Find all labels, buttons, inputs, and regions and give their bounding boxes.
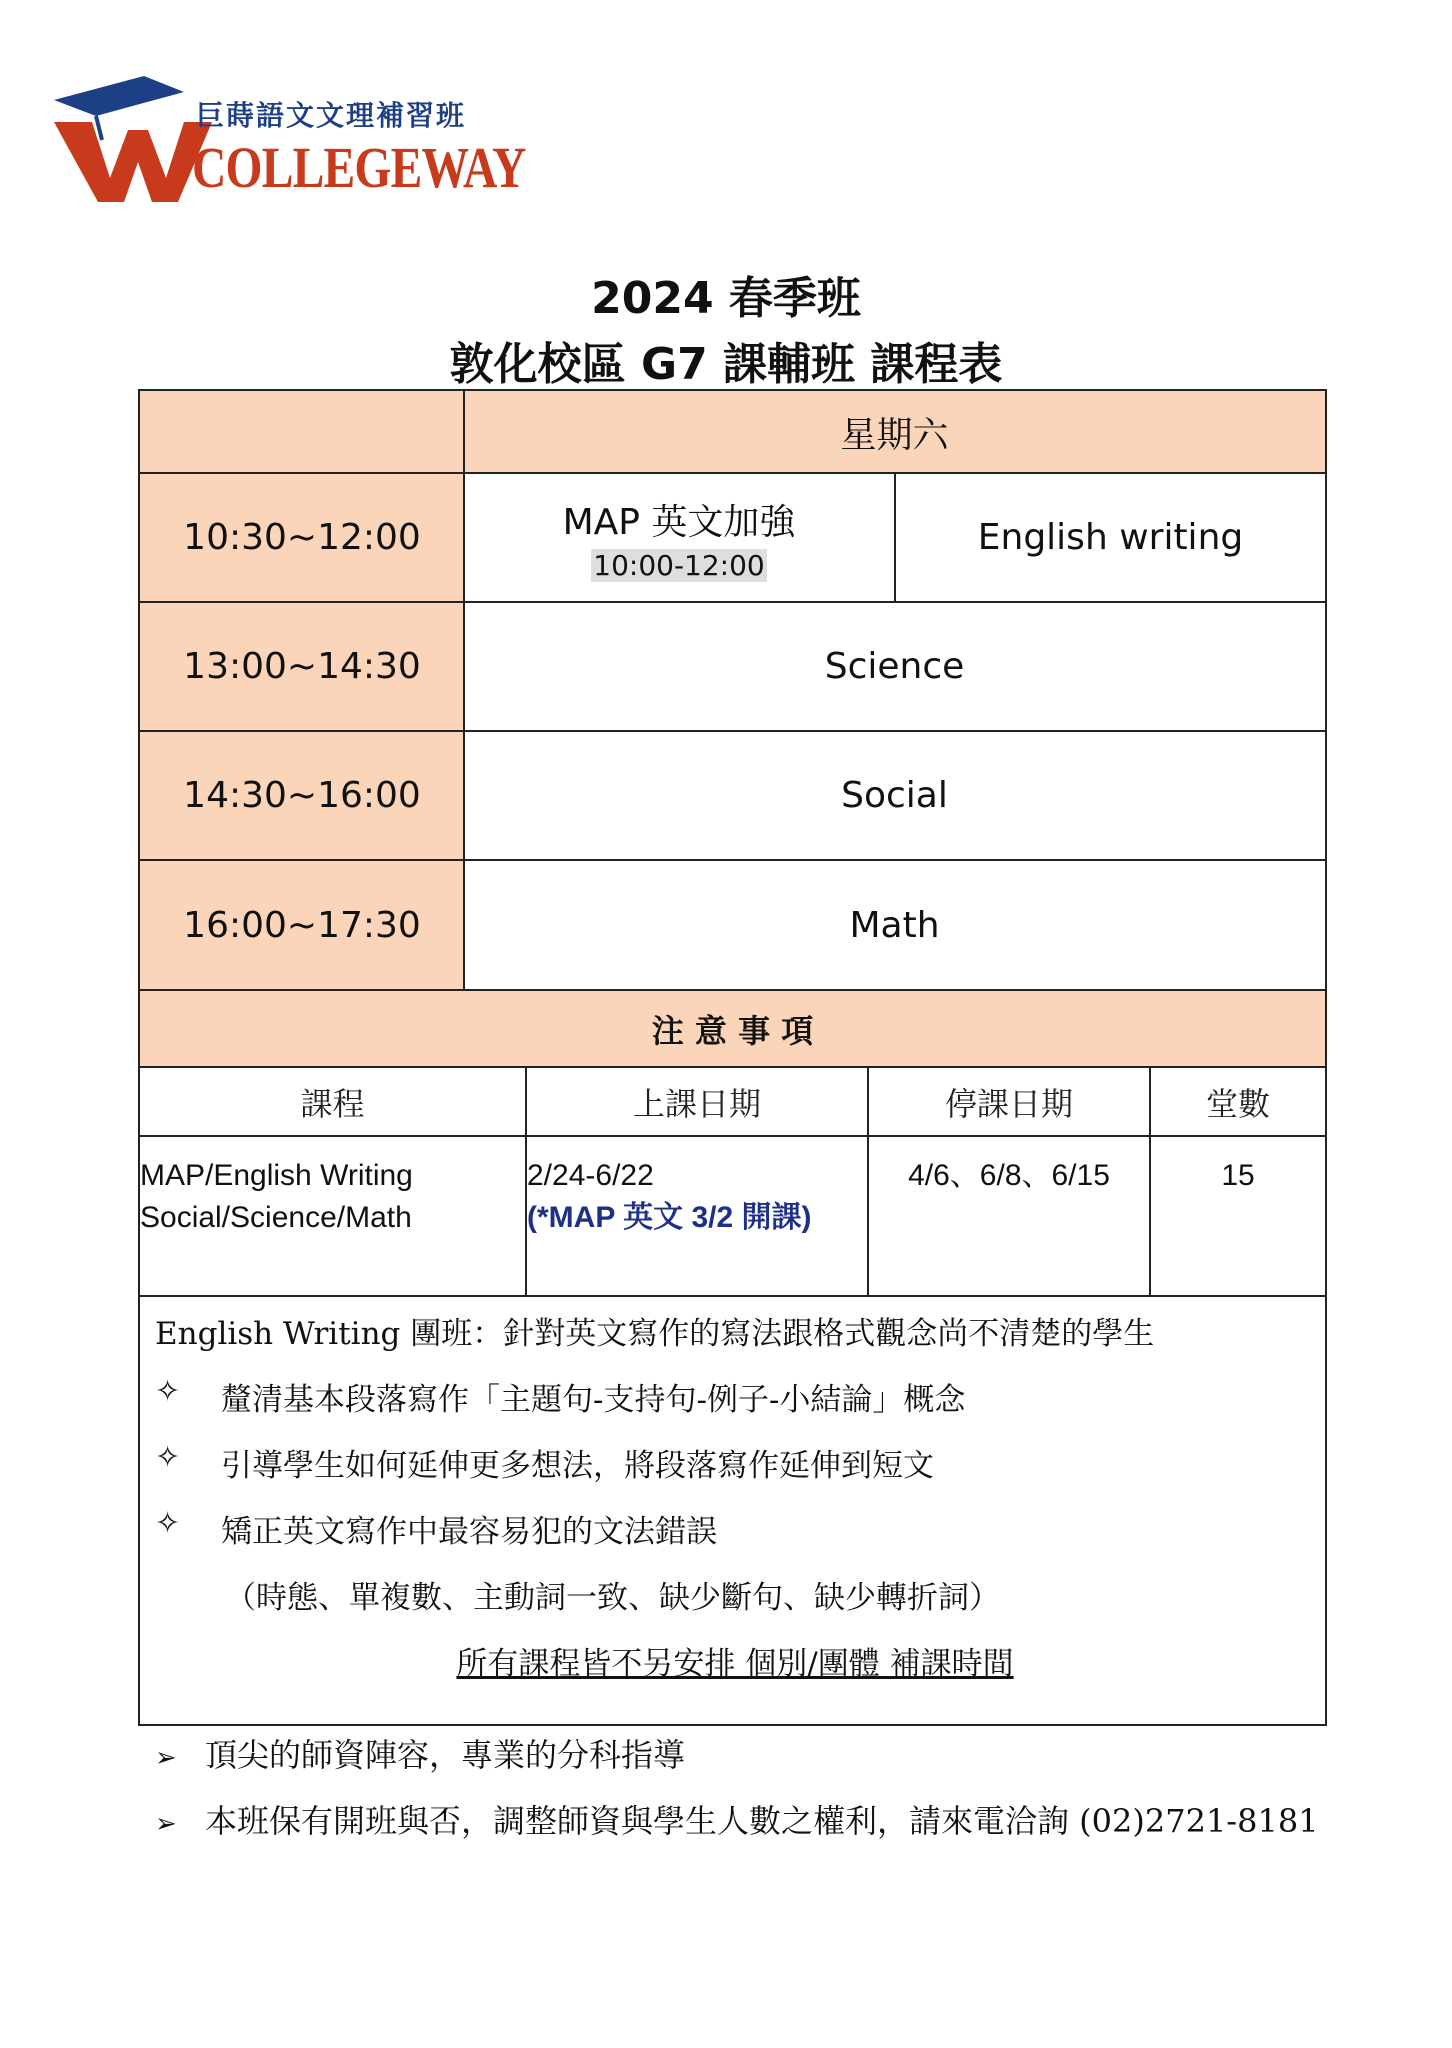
notice-dates: 2/24-6/22 bbox=[527, 1159, 654, 1192]
time-slot: 14:30~16:00 bbox=[183, 775, 421, 816]
page-title-line2: 敦化校區 G7 課輔班 課程表 bbox=[449, 339, 1003, 390]
divider bbox=[140, 1295, 1325, 1297]
notice-course-line2: Social/Science/Math bbox=[140, 1201, 412, 1234]
star-bullet-icon: ✧ bbox=[155, 1506, 181, 1541]
logo-english-name: COLLEGEWAY bbox=[192, 135, 526, 200]
arrow-bullet-icon: ➢ bbox=[155, 1743, 177, 1773]
course-science: Science bbox=[824, 646, 965, 687]
bullet-text: 矯正英文寫作中最容易犯的文法錯誤 bbox=[221, 1514, 717, 1550]
star-bullet-icon: ✧ bbox=[155, 1440, 181, 1475]
notice-header: 注 意 事 項 bbox=[651, 1012, 814, 1050]
footer-text: 本班保有開班與否，調整師資與學生人數之權利，請來電洽詢 (02)2721-8181 bbox=[205, 1802, 1319, 1840]
notice-dates-note: (*MAP 英文 3/2 開課) bbox=[527, 1201, 812, 1234]
bullet-text: 釐清基本段落寫作「主題句-支持句-例子-小結論」概念 bbox=[221, 1382, 966, 1418]
star-bullet-icon: ✧ bbox=[155, 1374, 181, 1409]
notice-count: 15 bbox=[1221, 1159, 1255, 1192]
bullet-item bbox=[155, 1440, 1315, 1484]
grammar-detail: （時態、單複數、主動詞一致、缺少斷句、缺少轉折詞） bbox=[225, 1580, 1000, 1616]
footer-text: 頂尖的師資陣容，專業的分科指導 bbox=[205, 1736, 686, 1774]
writing-intro: English Writing 團班：針對英文寫作的寫法跟格式觀念尚不清楚的學生 bbox=[155, 1316, 1155, 1352]
time-slot: 16:00~17:30 bbox=[183, 904, 421, 946]
day-header: 星期六 bbox=[840, 414, 949, 456]
col-header-count: 堂數 bbox=[1205, 1085, 1270, 1123]
time-slot: 13:00~14:30 bbox=[183, 646, 421, 687]
page-title-line1: 2024 春季班 bbox=[591, 273, 861, 324]
col-header-dates: 上課日期 bbox=[632, 1085, 761, 1123]
course-social: Social bbox=[841, 775, 948, 816]
course-english-writing: English writing bbox=[977, 517, 1244, 558]
course-cell-map bbox=[464, 473, 894, 602]
logo-chinese-name: 巨蒔語文文理補習班 bbox=[196, 99, 467, 132]
footer-line bbox=[155, 1730, 685, 1776]
notice-course-cell bbox=[140, 1137, 525, 1295]
notice-dates-cell bbox=[527, 1137, 867, 1295]
makeup-note: 所有課程皆不另安排 個別/團體 補課時間 bbox=[456, 1646, 1014, 1682]
footer-line bbox=[155, 1796, 1319, 1842]
bullet-item bbox=[155, 1506, 1315, 1550]
col-header-off-dates: 停課日期 bbox=[944, 1085, 1073, 1123]
notice-off-dates: 4/6、6/8、6/15 bbox=[908, 1159, 1110, 1192]
collegeway-logo bbox=[52, 70, 526, 210]
bullet-item bbox=[155, 1374, 1315, 1418]
arrow-bullet-icon: ➢ bbox=[155, 1809, 177, 1839]
course-map-time: 10:00-12:00 bbox=[593, 548, 765, 582]
col-header-course: 課程 bbox=[300, 1085, 365, 1123]
bullet-text: 引導學生如何延伸更多想法，將段落寫作延伸到短文 bbox=[221, 1448, 934, 1484]
time-slot: 10:30~12:00 bbox=[183, 517, 421, 558]
notice-course-line1: MAP/English Writing bbox=[140, 1159, 413, 1192]
course-map-label: MAP 英文加強 bbox=[562, 501, 796, 543]
course-math: Math bbox=[849, 904, 940, 946]
